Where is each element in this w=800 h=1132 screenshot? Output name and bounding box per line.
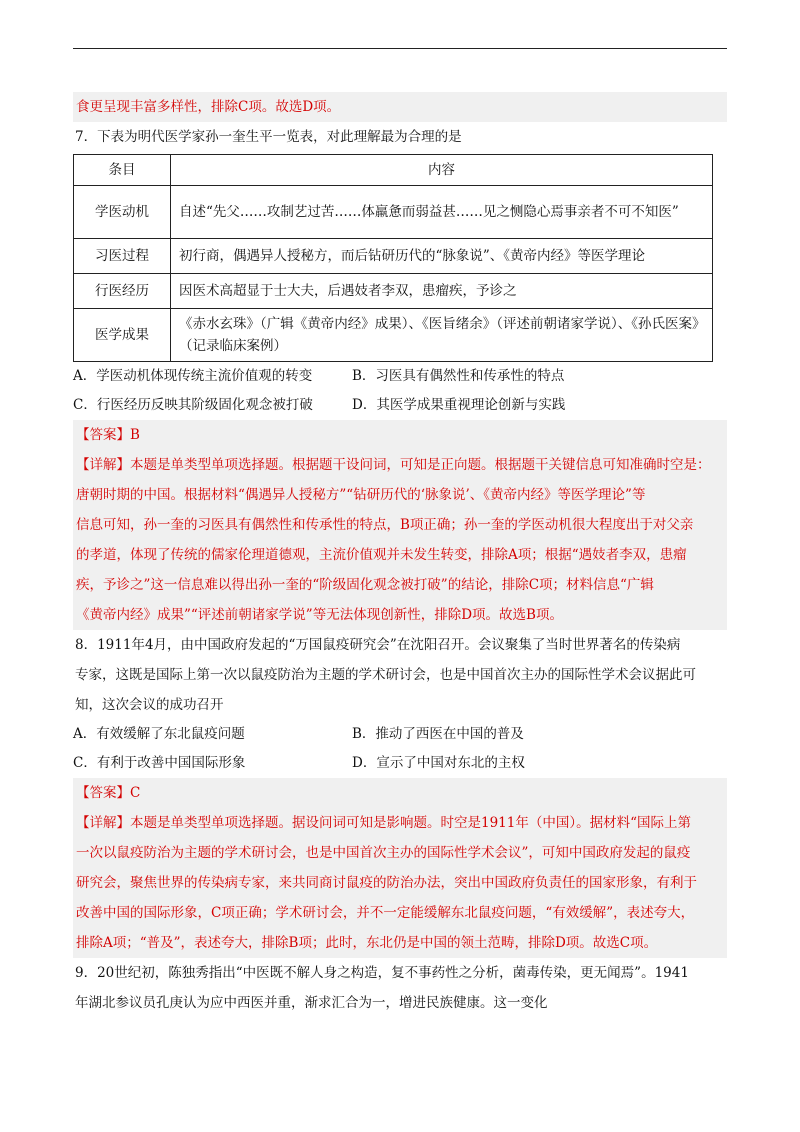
content-area — [73, 92, 727, 1018]
table-cell-content: 因医术高超显于士大夫，后遇妓者李双，患瘤疾，予诊之 — [171, 274, 713, 309]
table-cell-label: 医学成果 — [74, 309, 171, 362]
table-cell-content: 自述“先父……攻制艺过苦……体羸惫而弱益甚……见之恻隐心焉事亲者不可不知医” — [171, 186, 713, 239]
answer-detail-line: 唐朝时期的中国。根据材料“偶遇异人授秘方”“钻研历代的‘脉象说’、《黄帝内经》等医学理论”等 — [76, 487, 646, 503]
answer-detail-line: 【详解】本题是单类型单项选择题。据设问词可知是影响题。时空是1911年（中国）。据材料“国际上第 — [76, 815, 692, 831]
header-rule — [73, 48, 727, 49]
previous-answer-tail — [73, 92, 727, 122]
answer-detail-line: 食更呈现丰富多样性，排除C项。故选D项。 — [76, 99, 341, 115]
option-a[interactable]: A．有效缓解了东北鼠疫问题 — [73, 726, 245, 742]
table-cell-content: 初行商，偶遇异人授秘方，而后钻研历代的“脉象说”、《黄帝内经》等医学理论 — [171, 239, 713, 274]
question-7-options-row-2 — [73, 391, 727, 420]
option-c[interactable]: C．行医经历反映其阶级固化观念被打破 — [73, 397, 313, 413]
question-7-answer-block — [73, 420, 727, 630]
option-b[interactable]: B．习医具有偶然性和传承性的特点 — [352, 368, 565, 384]
question-8-answer-block — [73, 778, 727, 958]
stem-line: 9．20世纪初，陈独秀指出“中医既不解人身之构造，复不事药性之分析，菌毒传染，更无闻焉”。1941 — [75, 965, 689, 981]
table-row — [74, 186, 713, 239]
stem-line: 专家，这既是国际上第一次以鼠疫防治为主题的学术研讨会，也是中国首次主办的国际性学术会议据此可 — [75, 667, 696, 683]
stem-line: 年湖北参议员孔庚认为应中西医并重，渐求汇合为一，增进民族健康。这一变化 — [75, 995, 548, 1011]
answer-detail-line: 【详解】本题是单类型单项选择题。根据题干设问词，可知是正向题。根据题干关键信息可知准确时空是： — [76, 457, 711, 473]
answer-detail-line: 《黄帝内经》成果”“评述前朝诸家学说”等无法体现创新性，排除D项。故选B项。 — [76, 607, 563, 623]
option-a[interactable]: A．学医动机体现传统主流价值观的转变 — [73, 368, 313, 384]
answer-label: 【答案】B — [76, 427, 140, 443]
table-cell-label: 行医经历 — [74, 274, 171, 309]
question-8-options-row-2 — [73, 749, 727, 778]
question-8-options-row-1 — [73, 720, 727, 749]
table-header-cell: 内容 — [171, 155, 713, 186]
question-7-options-row-1 — [73, 362, 727, 391]
table-row — [74, 239, 713, 274]
question-9-stem — [73, 958, 727, 1018]
option-d[interactable]: D．其医学成果重视理论创新与实践 — [352, 397, 566, 413]
stem-line: 知，这次会议的成功召开 — [75, 697, 224, 713]
question-8-stem — [73, 630, 727, 720]
question-7-stem: 7．下表为明代医学家孙一奎生平一览表，对此理解最为合理的是 — [75, 129, 462, 145]
option-c[interactable]: C．有利于改善中国国际形象 — [73, 755, 246, 771]
answer-detail-line: 改善中国的国际形象，C项正确；学术研讨会，并不一定能缓解东北鼠疫问题，“有效缓解”，表述夸大， — [76, 905, 695, 921]
answer-label: 【答案】C — [76, 785, 141, 801]
question-7-table — [73, 154, 713, 362]
answer-detail-line: 信息可知，孙一奎的习医具有偶然性和传承性的特点，B项正确；孙一奎的学医动机很大程度出于对父亲 — [76, 517, 694, 533]
table-cell-label: 学医动机 — [74, 186, 171, 239]
table-header-cell: 条目 — [74, 155, 171, 186]
table-row — [74, 309, 713, 362]
option-d[interactable]: D．宣示了中国对东北的主权 — [352, 755, 525, 771]
table-row — [74, 274, 713, 309]
answer-detail-line: 疾，予诊之”这一信息难以得出孙一奎的“阶级固化观念被打破”的结论，排除C项；材料信息“广辑 — [76, 577, 654, 593]
answer-detail-line: 一次以鼠疫防治为主题的学术研讨会，也是中国首次主办的国际性学术会议”，可知中国政府发起的鼠疫 — [76, 845, 691, 861]
answer-detail-line: 研究会，聚焦世界的传染病专家，来共同商讨鼠疫的防治办法，突出中国政府负责任的国家形象，有利于 — [76, 875, 697, 891]
table-cell-content: 《赤水玄珠》（广辑《黄帝内经》成果）、《医旨绪余》（评述前朝诸家学说）、《孙氏医案》（记录临床案例） — [171, 309, 713, 362]
option-b[interactable]: B．推动了西医在中国的普及 — [352, 726, 524, 742]
table-header-row — [74, 155, 713, 186]
answer-detail-line: 的孝道，体现了传统的儒家伦理道德观，主流价值观并未发生转变，排除A项；根据“遇妓者李双，患瘤 — [76, 547, 687, 563]
answer-detail-line: 排除A项；“普及”，表述夸大，排除B项；此时，东北仍是中国的领土范畴，排除D项。故选C项。 — [76, 935, 658, 951]
stem-line: 8．1911年4月，由中国政府发起的“万国鼠疫研究会”在沈阳召开。会议聚集了当时世界著名的传染病 — [75, 637, 681, 653]
table-cell-label: 习医过程 — [74, 239, 171, 274]
